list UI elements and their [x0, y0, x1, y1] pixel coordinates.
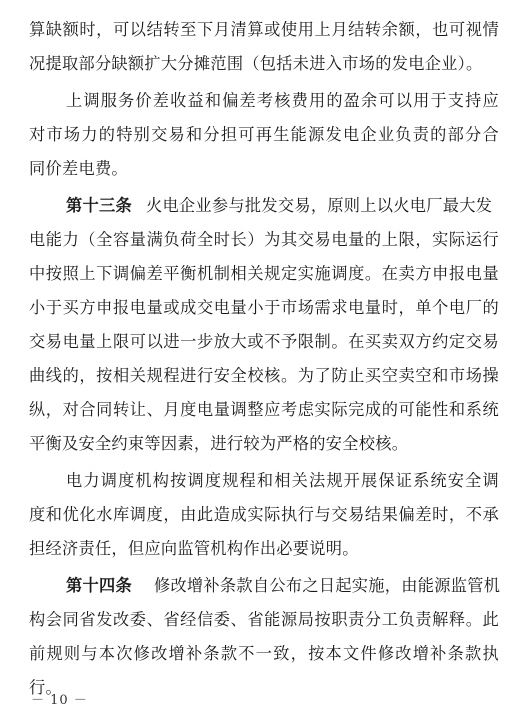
- text-line: 火电企业参与批发交易，原则上以火电厂最大发: [145, 196, 493, 215]
- text-line: 电力调度机构按调度规程和相关法规开展保证系统安全调: [66, 471, 499, 490]
- text-line: 上调服务价差收益和偏差考核费用的盈余可以用于支持应: [66, 91, 499, 110]
- text-line: 同价差电费。: [29, 159, 128, 178]
- text-line: 担经济责任，但应向监管机构作出必要说明。: [29, 539, 359, 558]
- page-number: － 10 －: [31, 693, 88, 708]
- text-line: 况提取部分缺额扩大分摊范围（包括未进入市场的发电企业）。: [29, 54, 483, 73]
- text-line: 中按照上下调偏差平衡机制相关规定实施调度。在卖方申报电量: [29, 264, 499, 283]
- text-line: 曲线的，按相关规程进行安全校核。为了防止买空卖空和市场操: [29, 366, 499, 385]
- text-line: 纵，对合同转让、月度电量调整应考虑实际完成的可能性和系统: [29, 400, 499, 419]
- text-line: 电能力（全容量满负荷全时长）为其交易电量的上限，实际运行: [29, 230, 499, 249]
- text-line: 行。: [29, 678, 62, 697]
- text-line: 度和优化水库调度，由此造成实际执行与交易结果偏差时，不承: [29, 505, 499, 524]
- text-line: 构会同省发改委、省经信委、省能源局按职责分工负责解释。此: [29, 610, 499, 629]
- article-13-heading: 第十三条: [66, 196, 132, 215]
- text-line: 交易电量上限可以进一步放大或不予限制。在买卖双方约定交易: [29, 332, 499, 351]
- text-line: 前规则与本次修改增补条款不一致，按本文件修改增补条款执: [29, 644, 499, 663]
- text-line: 修改增补条款自公布之日起实施，由能源监管机: [153, 576, 501, 595]
- text-line: 算缺额时，可以结转至下月清算或使用上月结转余额，也可视情: [29, 20, 499, 39]
- text-line: 平衡及安全约束等因素，进行较为严格的安全校核。: [29, 434, 409, 453]
- text-line: 小于买方申报电量或成交电量小于市场需求电量时，单个电厂的: [29, 298, 499, 317]
- article-14-heading: 第十四条: [66, 576, 132, 595]
- article-14-first-line: [66, 576, 499, 596]
- text-line: 对市场力的特别交易和分担可再生能源发电企业负责的部分合: [29, 125, 499, 144]
- article-13-first-line: [66, 196, 499, 216]
